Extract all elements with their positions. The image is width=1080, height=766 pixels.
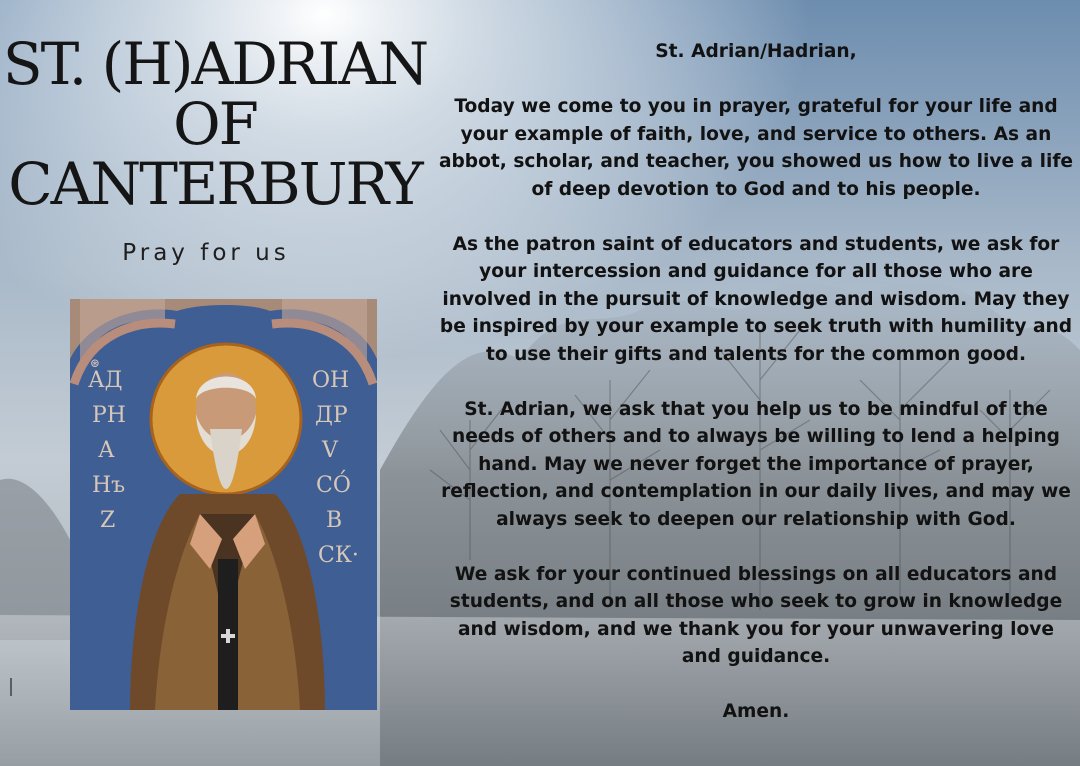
- inscription-right-2: ДР: [315, 403, 348, 428]
- prayer-paragraph-1: Today we come to you in prayer, grateful for your life and your example of faith, love, and service to others. As an abbot, scholar, and teacher, you showed us how to live a life of deep devotion to God and to his people.: [438, 96, 1074, 200]
- inscription-right-6: СК·: [318, 543, 359, 568]
- page-title: [0, 30, 430, 218]
- prayer-text: [436, 38, 1076, 726]
- inscription-right-5: В: [326, 508, 343, 533]
- svg-text:⊛: ⊛: [90, 356, 101, 370]
- title-line-3: CANTERBURY: [8, 150, 422, 218]
- prayer-paragraph-2: As the patron saint of educators and students, we ask for your intercession and guidance for all those who are involved in the pursuit of knowledge and wisdom. May they be inspired by your example to seek truth with humility and to use their gifts and talents for the common good.: [439, 233, 1073, 365]
- prayer-paragraph-4: We ask for your continued blessings on all educators and students, and on all those who seek to grow in knowledge and wisdom, and we thank you for your unwavering love and guidance.: [449, 563, 1063, 667]
- inscription-right-1: ОН: [312, 368, 350, 393]
- saint-icon-image: [70, 299, 377, 710]
- inscription-left-5: Z: [100, 508, 116, 533]
- inscription-left-4: Нъ: [92, 473, 126, 498]
- inscription-right-3: V: [322, 438, 338, 463]
- inscription-left-1: АД: [88, 368, 123, 393]
- title-line-1: ST. (H)ADRIAN: [2, 30, 428, 98]
- prayer-salutation: St. Adrian/Hadrian,: [655, 41, 857, 62]
- saint-icon-illustration: [70, 299, 377, 710]
- prayer-paragraph-3: St. Adrian, we ask that you help us to be mindful of the needs of others and to always be willing to lend a helping hand. May we never forget the importance of prayer, reflection, and contemplation in our daily lives, and may we always seek to deepen our relationship with God.: [441, 398, 1071, 530]
- title-line-2: OF: [173, 90, 257, 158]
- subtitle-pray-for-us: Pray for us: [122, 240, 290, 266]
- inscription-left-2: РН: [92, 403, 126, 428]
- inscription-left-3: А: [98, 438, 115, 463]
- inscription-right-4: СО́: [316, 473, 351, 498]
- prayer-closing: Amen.: [722, 701, 790, 722]
